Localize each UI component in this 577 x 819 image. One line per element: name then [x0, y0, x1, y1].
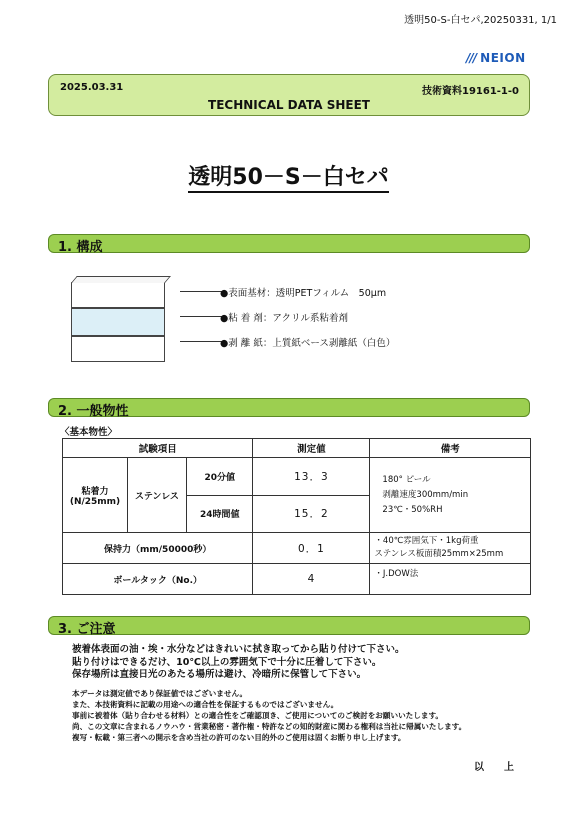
row-20min-label: 20分値	[187, 458, 253, 496]
header-title: TECHNICAL DATA SHEET	[208, 98, 370, 112]
adhesion-unit: (N/25mm)	[69, 496, 121, 507]
holding-remarks	[370, 533, 531, 564]
holding-value: 0．1	[253, 533, 370, 564]
table-header-row	[63, 439, 531, 458]
tack-value: 4	[253, 564, 370, 595]
layer-adhesive	[71, 308, 165, 336]
header-test-item: 試験項目	[63, 439, 253, 458]
product-title	[0, 160, 577, 191]
closing-mark: 以 上	[474, 762, 514, 773]
tack-remarks: ・J.DOW法	[370, 564, 531, 595]
tack-label: ボールタック（No.）	[63, 564, 253, 595]
section-1-title: 1. 構成	[58, 240, 103, 255]
caution-line-2: 貼り付けはできるだけ、10℃以上の雰囲気下で十分に圧着して下さい。	[72, 656, 382, 668]
disclaimer-line-4: 尚、この文章に含まれるノウハウ・営業秘密・著作権・特許などの知的財産に関わる権利は当社に帰属いたします。	[72, 722, 467, 731]
section-3-bar	[48, 616, 530, 635]
header-reference: 技術資料19161-1-0	[421, 86, 519, 97]
substrate-cell: ステンレス	[128, 458, 187, 533]
adhesion-label: 粘着力	[81, 486, 109, 497]
header-date: 2025.03.31	[60, 82, 124, 93]
disclaimer-line-1: 本データは測定値であり保証値ではございません。	[72, 689, 248, 698]
disclaimer-line-2: また、本技術資料に記載の用途への適合性を保証するものではございません。	[72, 700, 339, 709]
logo-mark: ///	[466, 51, 477, 65]
leader-line-1	[180, 291, 222, 292]
table-row-tack	[63, 564, 531, 595]
disclaimer-line-3: 事前に被着体（貼り合わせる材料）との適合性をご確認頂き、ご使用についてのご検討をお願いいたします。	[72, 711, 444, 720]
holding-remark-1: ・40℃雰囲気下・1kg荷重	[374, 536, 479, 546]
properties-table	[62, 438, 531, 595]
composition-adhesive: ●粘 着 剤：アクリル系粘着剤	[220, 313, 349, 324]
header-measured: 測定値	[253, 439, 370, 458]
logo-text: NEION	[480, 51, 526, 65]
layer-release-paper	[71, 336, 165, 362]
leader-line-3	[180, 341, 222, 342]
header-remarks: 備考	[370, 439, 531, 458]
row-24h-value: 15．2	[253, 495, 370, 533]
table-caption: 〈基本物性〉	[60, 427, 118, 438]
table-row-holding	[63, 533, 531, 564]
composition-release: ●剥 離 紙：上質紙ベース剥離紙（白色）	[220, 338, 396, 349]
section-3-title: 3. ご注意	[58, 622, 116, 637]
table-row-20min	[63, 458, 531, 496]
remark-condition: 23℃・50%RH	[382, 504, 443, 515]
holding-remark-2: ステンレス板面積25mm×25mm	[374, 549, 504, 559]
holding-label: 保持力（mm/50000秒）	[63, 533, 253, 564]
caution-line-1: 被着体表面の油・埃・水分などはきれいに拭き取ってから貼り付けて下さい。	[72, 644, 405, 655]
leader-line-2	[180, 316, 222, 317]
adhesion-label-cell	[63, 458, 128, 533]
neion-logo	[466, 51, 526, 65]
disclaimer-notes	[72, 688, 466, 743]
caution-line-3: 保存場所は直接日光のあたる場所は避け、冷暗所に保管して下さい。	[72, 669, 367, 680]
section-2-title: 2. 一般物性	[58, 404, 129, 419]
remark-peel: 180° ピール	[382, 474, 431, 485]
layer-surface-film	[71, 282, 165, 308]
remark-speed: 剥離速度300mm/min	[382, 489, 469, 500]
adhesion-remarks	[370, 458, 531, 533]
document-id: 透明50-S-白セパ,20250331, 1/1	[404, 15, 557, 26]
caution-notes	[72, 644, 405, 682]
row-20min-value: 13．3	[253, 458, 370, 496]
product-title-text: 透明50－S－白セパ	[188, 165, 388, 193]
row-24h-label: 24時間値	[187, 495, 253, 533]
composition-surface: ●表面基材：透明PETフィルム 50μm	[220, 288, 387, 299]
section-1-bar	[48, 234, 530, 253]
disclaimer-line-5: 複写・転載・第三者への開示を含め当社の許可のない目的外のご使用は固くお断り申し上げます。	[72, 733, 406, 742]
